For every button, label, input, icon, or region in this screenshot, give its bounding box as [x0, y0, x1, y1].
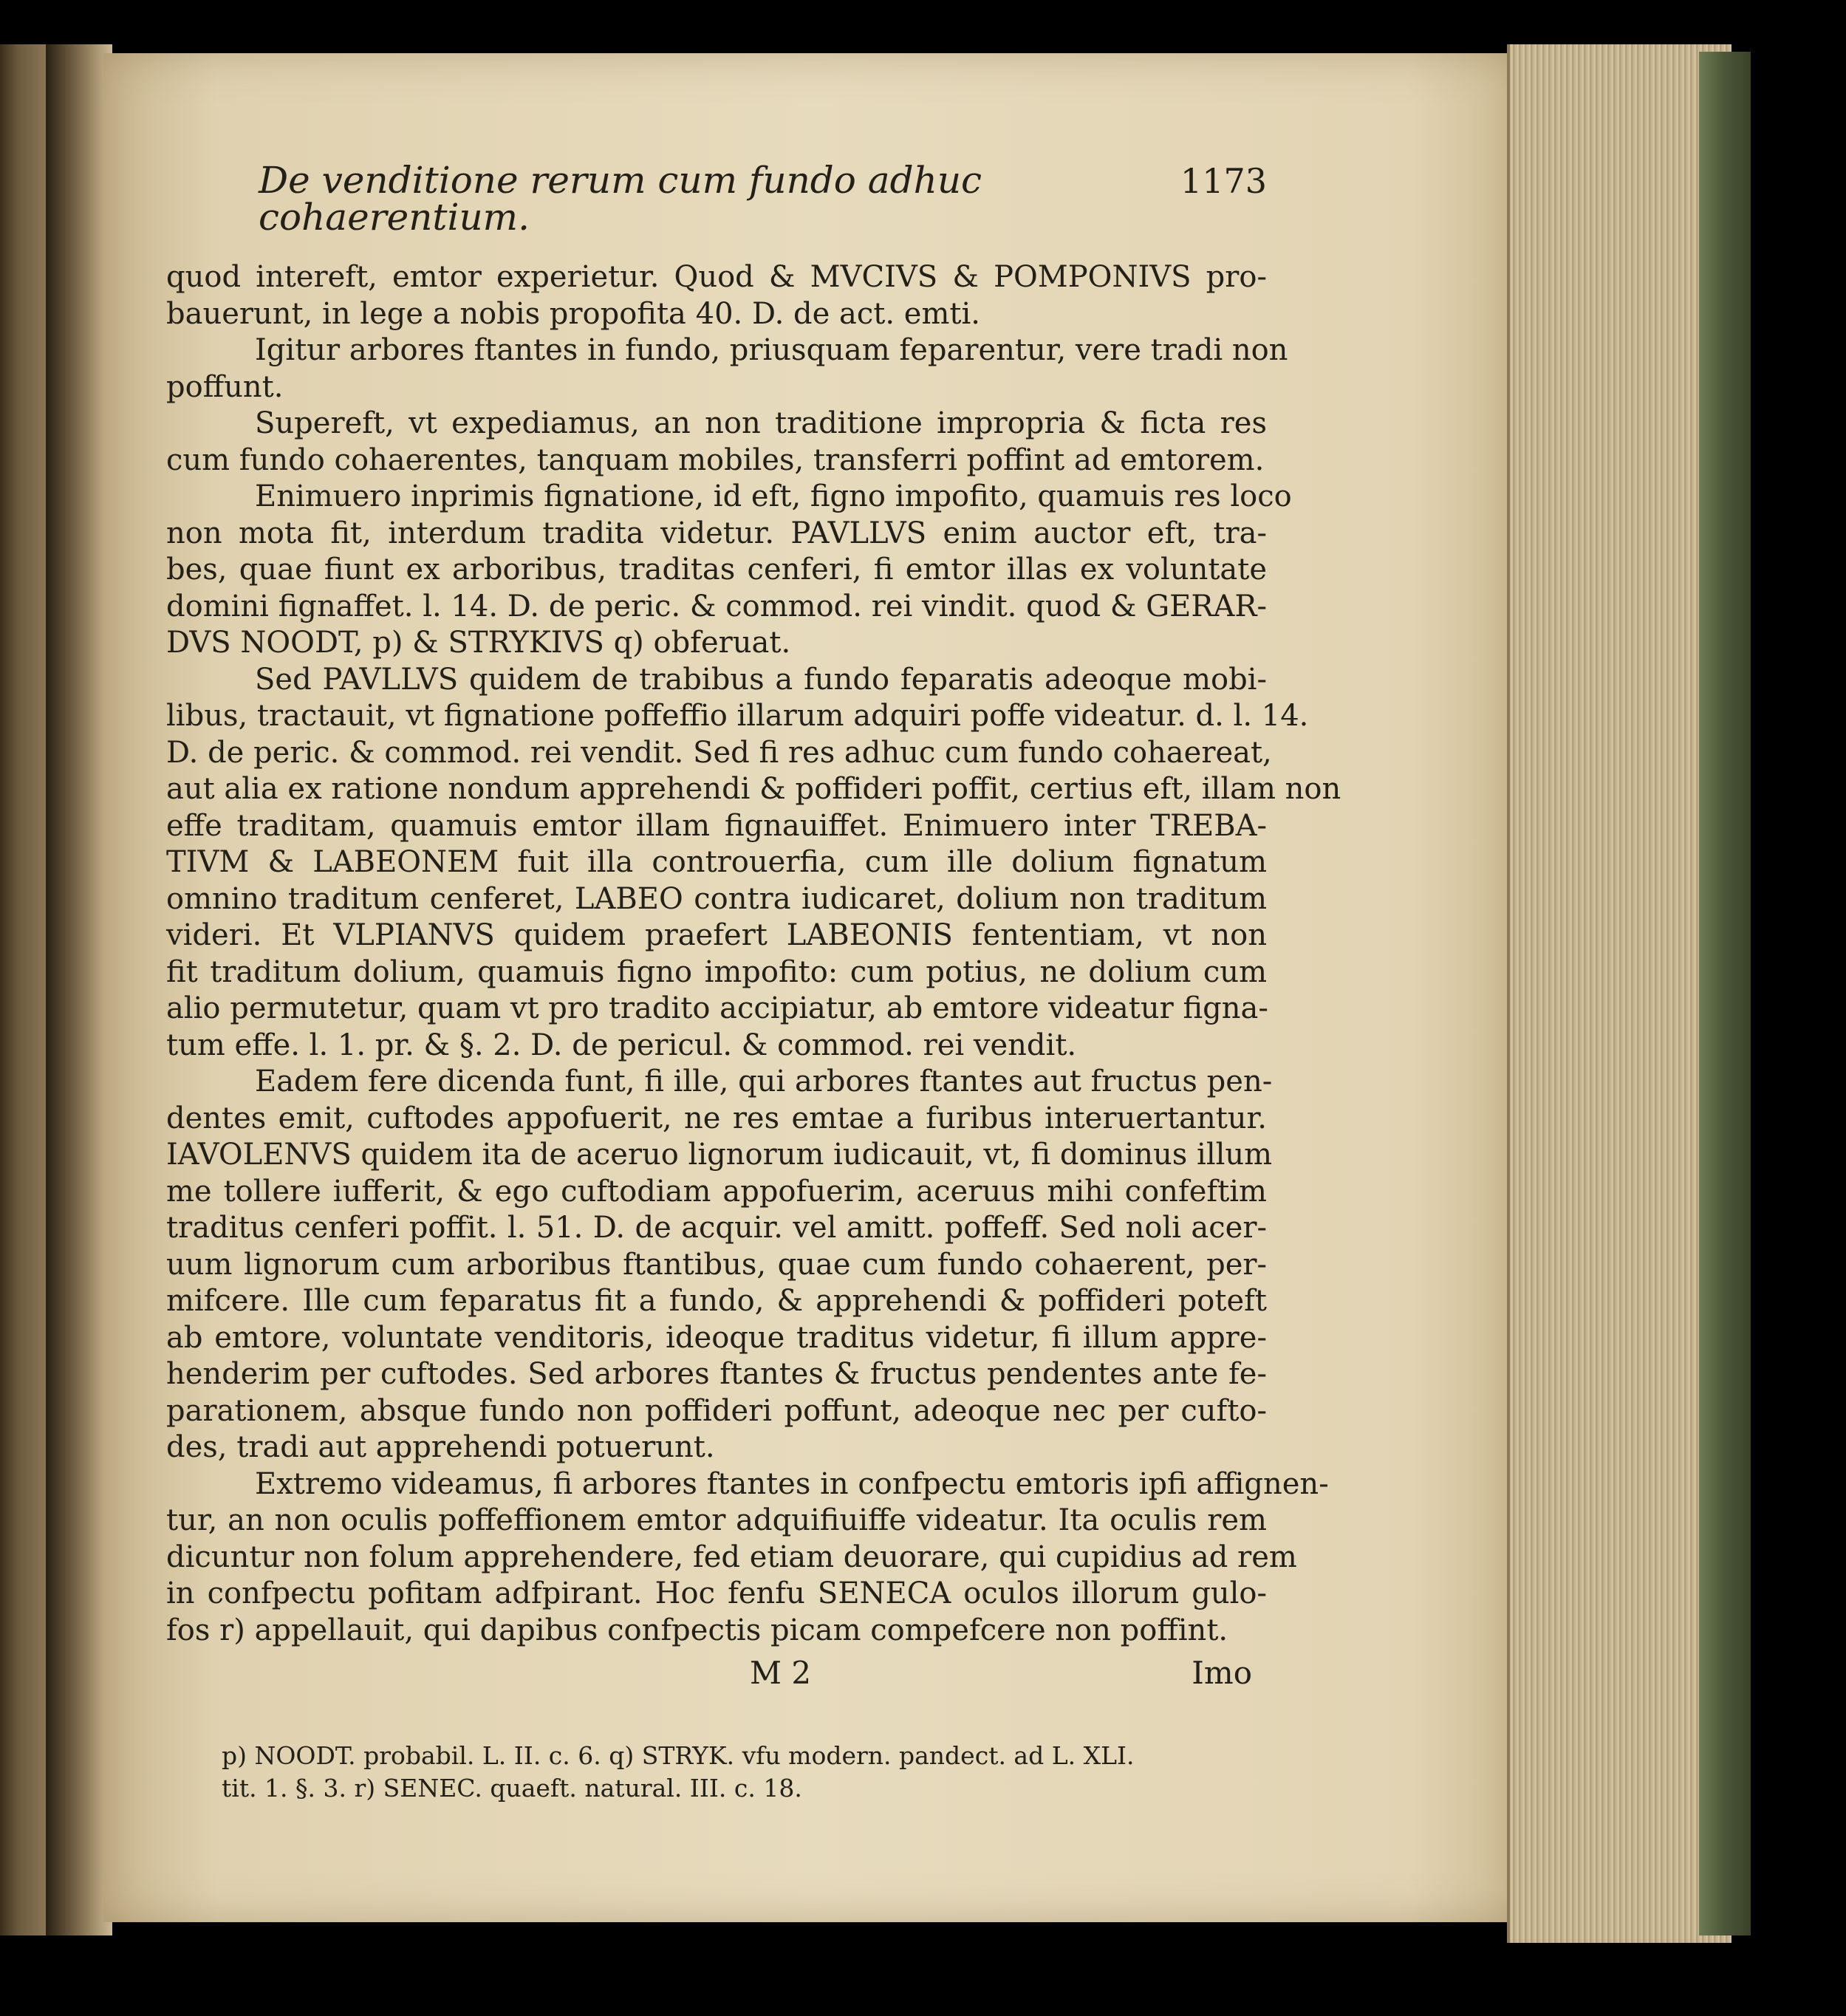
text-line: effe traditam, quamuis emtor illam fignauiffet. Enimuero inter TREBA-: [166, 808, 1267, 843]
text-line: aut alia ex ratione nondum apprehendi & poffideri poffit, certius eft, illam non: [166, 772, 1341, 806]
signature-mark: M 2: [750, 1655, 812, 1691]
text-line: henderim per cuftodes. Sed arbores ftantes & fructus pendentes ante fe-: [166, 1357, 1267, 1391]
footnote-line: tit. 1. §. 3. r) SENEC. quaeft. natural. III. c. 18.: [222, 1774, 802, 1803]
paragraph: [166, 1466, 1329, 1650]
book-gutter: [46, 44, 112, 1935]
text-line: Sed PAVLLVS quidem de trabibus a fundo feparatis adeoque mobi-: [255, 662, 1267, 697]
footnotes: [222, 1740, 1256, 1805]
text-line: des, tradi aut apprehendi potuerunt.: [166, 1430, 715, 1464]
text-line: IAVOLENVS quidem ita de aceruo lignorum iudicauit, vt, fi dominus illum: [166, 1138, 1273, 1172]
text-line: traditus cenferi poffit. l. 51. D. de acquir. vel amitt. poffeff. Sed noli acer-: [166, 1211, 1267, 1245]
footnote-line: p) NOODT. probabil. L. II. c. 6. q) STRYK. vfu modern. pandect. ad L. XLI.: [222, 1741, 1135, 1770]
text-line: poffunt.: [166, 369, 284, 404]
text-line: mifcere. Ille cum feparatus fit a fundo, & apprehendi & poffideri poteft: [166, 1284, 1267, 1318]
text-line: bauerunt, in lege a nobis propofita 40. D. de act. emti.: [166, 296, 980, 331]
text-line: videri. Et VLPIANVS quidem praefert LABEONIS fententiam, vt non: [166, 918, 1267, 952]
text-line: dentes emit, cuftodes appofuerit, ne res emtae a furibus interuertantur.: [166, 1101, 1267, 1135]
text-line: non mota fit, interdum tradita videtur. PAVLLVS enim auctor eft, tra-: [166, 516, 1267, 550]
text-line: omnino traditum cenferet, LABEO contra iudicaret, dolium non traditum: [166, 881, 1267, 916]
text-line: Igitur arbores ftantes in fundo, priusquam feparentur, vere tradi non: [255, 333, 1288, 367]
text-line: Enimuero inprimis fignatione, id eft, figno impofito, quamuis res loco: [255, 479, 1292, 513]
text-line: Extremo videamus, fi arbores ftantes in confpectu emtoris ipfi affignen-: [255, 1466, 1329, 1501]
text-line: libus, tractauit, vt fignatione poffeffio illarum adquiri poffe videatur. d. l. 14.: [166, 699, 1309, 733]
text-line: domini fignaffet. l. 14. D. de peric. & commod. rei vindit. quod & GERAR-: [166, 589, 1267, 623]
text-line: DVS NOODT, p) & STRYKIVS q) obferuat.: [166, 626, 791, 660]
text-line: ab emtore, voluntate venditoris, ideoque traditus videtur, fi illum appre-: [166, 1320, 1267, 1355]
left-page-edge: [0, 44, 48, 1935]
text-line: D. de peric. & commod. rei vendit. Sed fi res adhuc cum fundo cohaereat,: [166, 735, 1272, 770]
paragraph: [166, 332, 1288, 406]
text-line: uum lignorum cum arboribus ftantibus, quae cum fundo cohaerent, per-: [166, 1247, 1267, 1282]
text-line: alio permutetur, quam vt pro tradito accipiatur, ab emtore videatur figna-: [166, 991, 1268, 1025]
text-line: tur, an non oculis poffeffionem emtor adquifiuiffe videatur. Ita oculis rem: [166, 1503, 1267, 1537]
text-line: Supereft, vt expediamus, an non traditione impropria & ficta res: [255, 406, 1267, 440]
text-line: tum effe. l. 1. pr. & §. 2. D. de pericul. & commod. rei vendit.: [166, 1028, 1077, 1062]
text-line: Eadem fere dicenda funt, fi ille, qui arbores ftantes aut fructus pen-: [255, 1065, 1273, 1098]
paragraph: [166, 259, 1267, 332]
text-line: fos r) appellauit, qui dapibus confpectis picam compefcere non poffint.: [166, 1613, 1228, 1647]
text-line: cum fundo cohaerentes, tanquam mobiles, transferri poffint ad emtorem.: [166, 443, 1265, 477]
text-line: parationem, absque fundo non poffideri poffunt, adeoque nec per cufto-: [166, 1393, 1267, 1428]
paragraph: [166, 1064, 1273, 1466]
page-number: 1173: [1180, 161, 1267, 201]
page-footer-marks: [166, 1655, 1252, 1692]
running-head: [259, 159, 1267, 239]
catchword: Imo: [1192, 1655, 1252, 1691]
running-head-title: De venditione rerum cum fundo adhuc cohaerentium.: [259, 159, 982, 239]
page-text: [166, 159, 1341, 1692]
text-line: fit traditum dolium, quamuis figno impofito: cum potius, ne dolium cum: [166, 954, 1267, 989]
paragraph: [166, 662, 1341, 1065]
book-cover: [1699, 52, 1751, 1935]
paragraph: [166, 479, 1292, 662]
text-line: me tollere iufferit, & ego cuftodiam appofuerim, aceruus mihi confeftim: [166, 1174, 1267, 1209]
text-line: quod intereft, emtor experietur. Quod & MVCIVS & POMPONIVS pro-: [166, 260, 1267, 294]
page-block-edges: [1507, 44, 1732, 1943]
body-paragraphs: [166, 259, 1341, 1649]
text-line: TIVM & LABEONEM fuit illa controuerfia, cum ille dolium fignatum: [166, 845, 1267, 879]
text-line: in confpectu pofitam adfpirant. Hoc fenfu SENECA oculos illorum gulo-: [166, 1576, 1267, 1610]
text-line: dicuntur non folum apprehendere, fed etiam deuorare, qui cupidius ad rem: [166, 1540, 1297, 1574]
paragraph: [166, 406, 1267, 479]
text-line: bes, quae fiunt ex arboribus, traditas cenferi, fi emtor illas ex voluntate: [166, 553, 1267, 587]
